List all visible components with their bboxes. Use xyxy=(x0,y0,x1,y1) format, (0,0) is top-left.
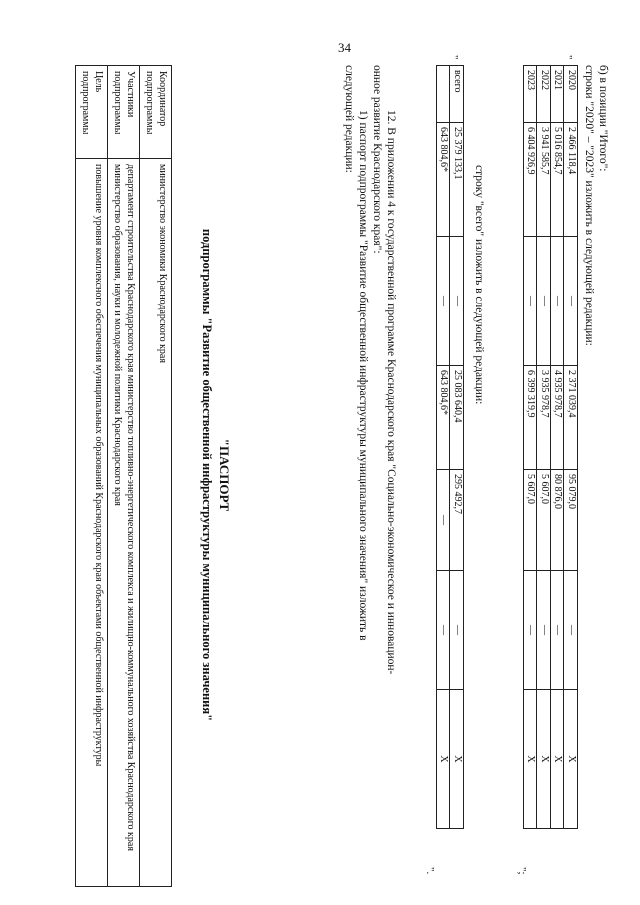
table-cell: — xyxy=(551,237,565,366)
row-label: Участники подпрограммы xyxy=(108,66,140,159)
passport-subtitle: подпрограммы "Развитие общественной инфраструктуры муниципального значения" xyxy=(200,228,214,722)
section-b-line1: б) в позиции "Итого": xyxy=(597,65,609,172)
close-quote-1: "; xyxy=(516,867,528,875)
table-cell: X xyxy=(551,690,565,829)
section-b-line2: строки "2020" – "2023" изложить в следующей редакции: xyxy=(583,65,595,346)
totals-table xyxy=(523,65,578,829)
table-row: всего 25 379 133,1 — 25 083 640,4 295 492,7 — X xyxy=(450,66,464,829)
row-value: департамент строительства Краснодарского края министерство топливно-энергетического комплекса и жилищно-коммунального хозяйства Краснодарского края министерство образования, науки и молодежной политики Краснодарского края xyxy=(108,159,140,887)
table-cell: X xyxy=(564,690,578,829)
para12-line2: онное развитие Краснодарского края": xyxy=(371,65,383,254)
table-cell: 80 876,0 xyxy=(551,470,565,571)
table-row xyxy=(537,66,551,829)
open-quote-2: " xyxy=(448,55,460,60)
table-row xyxy=(76,66,108,887)
passport-table xyxy=(75,65,172,887)
table-cell: — xyxy=(524,571,538,690)
table-cell: 2021 xyxy=(551,66,565,123)
table-cell: 2023 xyxy=(524,66,538,123)
table-cell: — xyxy=(524,237,538,366)
table-cell: 6 404 926,9 xyxy=(524,123,538,237)
table-cell: 2022 xyxy=(537,66,551,123)
table-row xyxy=(108,66,140,887)
table-cell: 2 371 039,4 xyxy=(564,366,578,470)
table-row xyxy=(551,66,565,829)
table-cell: 95 079,0 xyxy=(564,470,578,571)
open-quote-1: " xyxy=(562,55,574,60)
table-cell: — xyxy=(551,571,565,690)
table-cell: 2 466 118,4 xyxy=(564,123,578,237)
row-value: повышение уровня комплексного обеспечения муниципальных образований Краснодарского края объектами общественной инфраструктуры xyxy=(76,159,108,887)
table-row xyxy=(564,66,578,829)
page-number: 34 xyxy=(338,40,351,55)
row-label: Цель подпрограммы xyxy=(76,66,108,159)
table-row xyxy=(140,66,172,887)
table-cell: 2020 xyxy=(564,66,578,123)
rotated-content xyxy=(30,55,610,895)
table-cell: 5 016 854,7 xyxy=(551,123,565,237)
row-value: министерство экономики Краснодарского края xyxy=(140,159,172,887)
para12-line3: 1) паспорт подпрограммы "Развитие общественной инфраструктуры муниципального значения" изложить в xyxy=(357,110,369,641)
table-cell: — xyxy=(564,237,578,366)
table-cell: 3 935 978,7 xyxy=(537,366,551,470)
table-cell: — xyxy=(564,571,578,690)
row-label: Координатор подпрограммы xyxy=(140,66,172,159)
table-cell: X xyxy=(524,690,538,829)
table-cell: — xyxy=(537,237,551,366)
grand-total-table xyxy=(436,65,464,829)
table-cell: 4 935 978,7 xyxy=(551,366,565,470)
table-cell: X xyxy=(537,690,551,829)
section-total-line: строку "всего" изложить в следующей редакции: xyxy=(473,165,485,405)
table-cell: 6 399 319,9 xyxy=(524,366,538,470)
close-quote-2: ". xyxy=(424,867,436,875)
table-cell: 5 607,0 xyxy=(537,470,551,571)
table-cell: — xyxy=(537,571,551,690)
table-row: 643 804,6* — 643 804,6* — — X xyxy=(437,66,451,829)
table-row xyxy=(524,66,538,829)
table-cell: 5 607,0 xyxy=(524,470,538,571)
table-cell: 3 941 585,7 xyxy=(537,123,551,237)
passport-title: "ПАСПОРТ xyxy=(217,438,232,512)
para12-line4: следующей редакции: xyxy=(343,65,355,173)
para12-line1: 12. В приложении 4 к государственной программе Краснодарского края "Социально-экономическое и инновацион- xyxy=(385,110,397,675)
